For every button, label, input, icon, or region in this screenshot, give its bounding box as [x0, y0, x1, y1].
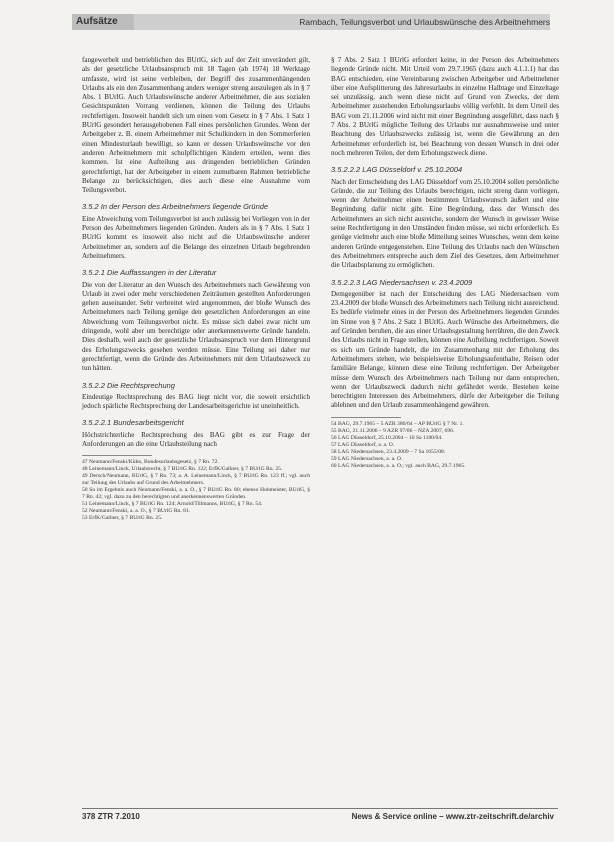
footnote: 47 Neumann/Fenski/Kühn, Bundesurlaubsgesetz, § 7 Rn. 72. — [82, 459, 219, 466]
footnote: 48 Leinemann/Linck, Urlaubsrecht, § 7 BUrlG Rn. 122; ErfK/Gallner, § 7 BUrlG Rn. 25. — [82, 466, 283, 473]
section-paragraph: Die von der Literatur an den Wunsch des Arbeitnehmers nach Gewährung von Urlaub in zwei oder mehr verschiedenen Zeiträumen gestellten Anforderungen gehen auseinander. Sehr verbreitet wird angenommen, der bloße Wunsch des Arbeitnehmers nach Teilung genüge den gesetzlichen Anforderungen an eine Abweichung vom Teilungsverbot nicht. Es müsse sich dabei zwar nicht um dringende, wohl aber um berechtigte oder anerkennenswerte Gründe handeln. Dies deshalb, weil auch der gesetzliche Urlaubsanspruch vor dem Hintergrund des Erholungszwecks gesehen werden müsse. Eine Teilung sei daher nur gerechtfertigt, wenn die Gründe des Arbeitnehmers mit dem Urlaubszweck zu tun hätten. — [82, 280, 310, 373]
section-label: Aufsätze — [72, 14, 134, 30]
section-heading: 3.5.2 In der Person des Arbeitnehmers liegende Gründe — [82, 202, 269, 212]
footnote: 49 Dersch/Neumann, BUrlG, § 7 Rn. 73; a. A. Leinemann/Linck, § 7 BUrlG Rn. 123 ff.; vgl. auch zur Teilung des Urlaubs auf Grund des Arbeitnehmers. — [82, 473, 310, 487]
section-heading: 3.5.2.2.1 Bundesarbeitsgericht — [82, 418, 184, 428]
footnote-separator — [82, 455, 152, 456]
footer-rule — [82, 808, 558, 809]
page-header — [0, 0, 614, 46]
section-heading: 3.5.2.1 Die Auffassungen in der Literatur — [82, 268, 217, 278]
footnote: 50 So im Ergebnis auch Neumann/Fenski, a. a. O., § 7 BUrlG Rn. 80; ebenso Hohmeister, BUrlG, § 7 Rn. 42; vgl. dazu zu den berechtigten und anerkennenswerten Gründen. — [82, 487, 310, 501]
footnote: 55 BAG, 21.11.2006 – 9 AZR 97/06 – NZA 2007, 696. — [331, 427, 455, 434]
page-number: 378 ZTR 7.2010 — [82, 812, 140, 821]
right-column — [331, 56, 559, 470]
section-heading: 3.5.2.2 Die Rechtsprechung — [82, 380, 175, 390]
footnote: 52 Neumann/Fenski, a. a. O., § 7 BUrlG Rn. 81. — [82, 508, 191, 515]
footnote: 59 LAG Niedersachsen, a. a. O. — [331, 455, 403, 462]
service-link[interactable]: News & Service online – www.ztr-zeitschrift.de/archiv — [351, 812, 554, 821]
page-footer — [0, 808, 614, 828]
footnote: 58 LAG Niedersachsen, 23.4.2009 – 7 Sa 1655/08. — [331, 448, 446, 455]
footnote: 60 LAG Niedersachsen, a. a. O.; vgl. auch BAG, 29.7.1965. — [331, 462, 466, 469]
footnote-separator — [331, 417, 401, 418]
body-paragraph: § 7 Abs. 2 Satz 1 BUrlG erfordert keine, in der Person des Arbeitnehmers liegende Gründe nicht. Mit Urteil vom 29.7.1965 (dazu auch 4.1.1.1) hat das BAG entschieden, eine Vereinbarung zwischen Arbeitgeber und Arbeitnehmer über eine Aufsplitterung des Jahresurlaubs in einzelne Halbtage und Einzeltage sei unzulässig, auch wenn diese nicht auf Grund von Zwecks, der dem Arbeitnehmer zustehenden Erholungsurlaubs völlig verfehlt. In dem Urteil des BAG vom 21.11.2006 wird nicht mit einer Begründung ausgeführt, dass nach § 7 Abs. 2 BUrlG mögliche Teilung des Urlaubs nur ausnahmsweise und unter Beachtung des Urlaubszwecks zulässig ist, wenn die Gewährung an den Arbeitnehmer erforderlich ist, bei Beachtung von dessen Wunsch in drei oder noch mehreren Teilen, der dem Erholungszweck diene. — [331, 56, 559, 157]
section-paragraph: Nach der Entscheidung des LAG Düsseldorf vom 25.10.2004 sollen persönliche Gründe, die zur Teilung des Urlaubs berechtigen, nicht streng dann vorliegen, wenn der Arbeitnehmer einen bestimmten Urlaubswunsch äußert und eine Begründung dafür nicht gibt. Eine Begründung, dass der Wunsch des Arbeitnehmers an sich nicht ausreiche, sondern der Wunsch in gewisser Weise seine Rechtfertigung in den Umständen finden müsse, sei nicht erforderlich. Es genüge vielmehr auch eine bloße Mitteilung seines Wunsches, wenn dem keine anderen Gründe entgegenstehen. Eine Teilung des Urlaubs nach den Wünschen des Arbeitnehmers entspreche auch dem Ziel des Gesetzes, dem Arbeitnehmer die Urlaubsplanung zu ermöglichen. — [331, 177, 559, 270]
body-paragraph: fangewerbelt und betrieblichen des BUrlG, sich auf der Zeit unverändert gilt, als der gesetzliche Urlaubsanspruch mit 18 Tagen (ab 1974) 18 Werktage umfasste, wird ist seine verbleiben, der Begriff des zusammenhängenden Urlaubs als ein den Zusammenhang anders weniger streng auszulegen als in § 7 Abs. 1 BUrlG. Auch Urlaubswünsche anderer Arbeitnehmer, die aus sozialen Gesichtspunkten Vorrang verdienen, können die Teilung des Urlaubs rechtfertigen. Insoweit handelt sich um einen vom Gesetz in § 7 Abs. 1 Satz 1 BUrlG gesondert herausgehobenen Fall eines persönlichen Grundes. Wenn der Arbeitgeber z. B. einem Arbeitnehmer mit Schulkindern in den Sommerferien einen Mindesturlaub bewilligt, so kann er dessen Urlaubswünsche vor den anderen Arbeitnehmern mit schulpflichtigen Kindern erteilen, wenn dies kommen. Ist eine Aufteilung aus dringenden betrieblichen Gründen gerechtfertigt, hat der Arbeitgeber in einem zumutbaren Rahmen betriebliche Belange zu berücksichtigen, dies auch diese eine Ausnahme vom Teilungsverbot. — [82, 56, 310, 195]
footnote: 54 BAG, 29.7.1965 – 5 AZR 380/64 – AP BUrlG § 7 Nr. 1. — [331, 420, 464, 427]
section-paragraph: Höchstrichterliche Rechtsprechung des BAG gibt es zur Frage der Anforderungen an die eine Urlaubsteilung nach — [82, 430, 310, 448]
footnote: 57 LAG Düsseldorf, a. a. O. — [331, 441, 395, 448]
section-heading: 3.5.2.2.2 LAG Düsseldorf v. 25.10.2004 — [331, 165, 463, 175]
footnote: 53 ErfK/Gallner, § 7 BUrlG Rn. 25. — [82, 515, 163, 522]
section-paragraph: Eindeutige Rechtsprechung des BAG liegt nicht vor, die soweit ersichtlich jedoch spärliche Rechtsprechung der Landesarbeitsgerichte ist uneinheitlich. — [82, 392, 310, 411]
footnote: 56 LAG Düsseldorf, 25.10.2004 – 10 Sa 1180/04. — [331, 434, 443, 441]
section-paragraph: Demgegenüber ist nach der Entscheidung des LAG Niedersachsen vom 23.4.2009 der bloße Wunsch des Arbeitnehmers nach Teilung nicht ausreichend. Es bedürfe vielmehr eines in der Person des Arbeitnehmers liegenden Grundes im Sinne von § 7 Abs. 2 Satz 1 BUrlG. Auch Wünsche des Arbeitnehmers, die auf Gründen beruhen, die aus einer Urlaubsgestaltung herrühren, die den Zweck des Urlaubs nicht in Frage stellen, können eine Aufteilung rechtfertigen. Soweit es sich um Gründe handelt, die im Zusammenhang mit der Erholung des Arbeitnehmers stehen, wie beispielsweise Erholungsaufenthalte, Reisen oder familiäre Belange, können diese eine Teilung rechtfertigen. Der Arbeitgeber müsse dem Wunsch des Arbeitnehmers nach Teilung nur dann entsprechen, wenn der Urlaubszweck dadurch nicht gefährdet werde. Bestehen keine berechtigten Interessen des Arbeitnehmers, dürfe der Arbeitgeber die Teilung ablehnen und den Urlaub zusammenhängend gewähren. — [331, 289, 559, 410]
section-paragraph: Eine Abweichung vom Teilungsverbot ist auch zulässig bei Vorliegen von in der Person des Arbeitnehmers liegenden Gründen. Anders als in § 7 Abs. 1 Satz 1 BUrlG kommt es insoweit also nicht auf die Urlaubswünsche anderer Arbeitnehmer an, sondern auf die Belange des einzelnen Urlaub begehrenden Arbeitnehmers. — [82, 214, 310, 260]
section-heading: 3.5.2.2.3 LAG Niedersachsen v. 23.4.2009 — [331, 277, 473, 287]
running-title: Rambach, Teilungsverbot und Urlaubswünsche des Arbeitnehmers — [299, 17, 550, 27]
footnote: 51 Leinemann/Linck, § 7 BUrlG Rn. 124; Arnold/Tillmanns, BUrlG, § 7 Rn. 54. — [82, 501, 263, 508]
left-column — [82, 56, 310, 522]
